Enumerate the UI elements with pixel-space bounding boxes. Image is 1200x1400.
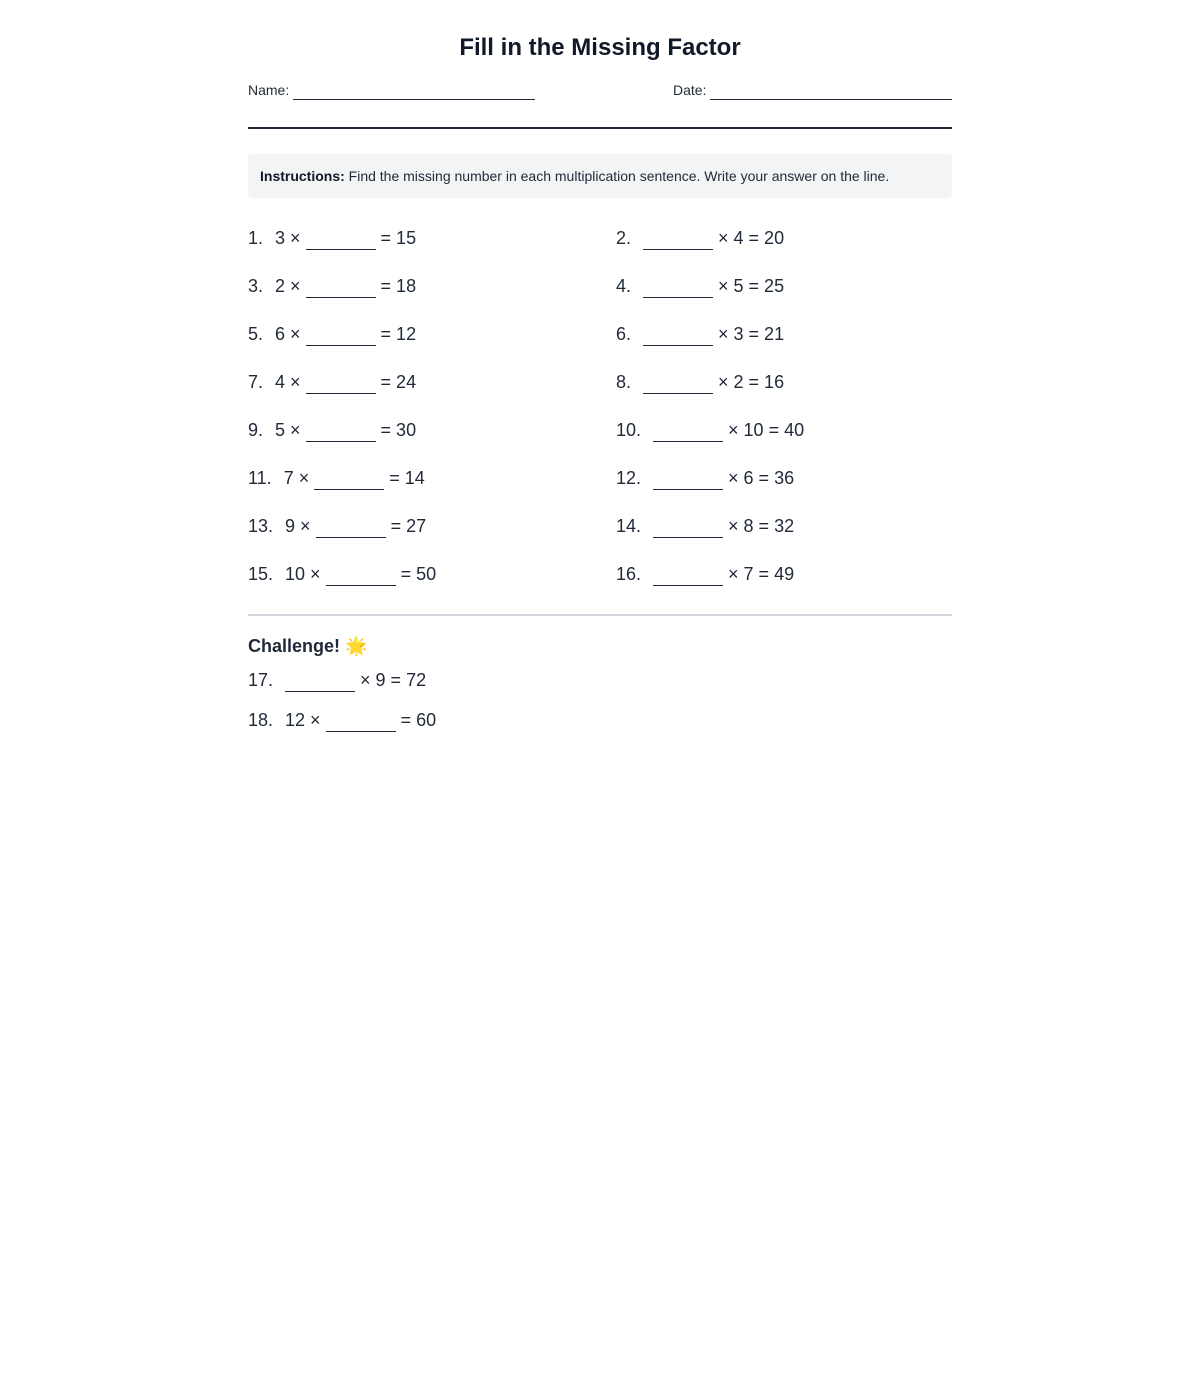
problem-number: 10. — [616, 419, 642, 440]
known-factor: 4 × — [275, 371, 301, 392]
equation-rest: × 6 = 36 — [728, 467, 795, 488]
problem-number: 13. — [248, 515, 274, 536]
equation-rest: × 7 = 49 — [728, 563, 795, 584]
equation-rest: = 18 — [380, 275, 417, 296]
equation-rest: × 10 = 40 — [728, 419, 805, 440]
problem-number: 18. — [248, 709, 274, 730]
problem-item — [616, 320, 952, 348]
problem-number: 3. — [248, 275, 264, 296]
known-factor: 5 × — [275, 419, 301, 440]
date-field — [673, 82, 952, 98]
answer-blank[interactable] — [306, 421, 376, 442]
problem-number: 16. — [616, 563, 642, 584]
answer-blank[interactable] — [326, 565, 396, 586]
answer-blank[interactable] — [285, 671, 355, 692]
answer-blank[interactable] — [306, 277, 376, 298]
problem-number: 12. — [616, 467, 642, 488]
problem-item — [248, 666, 952, 694]
header-fields — [248, 78, 952, 129]
problem-item — [248, 512, 616, 540]
answer-blank[interactable] — [314, 469, 384, 490]
page-title: Fill in the Missing Factor — [459, 34, 741, 61]
problem-number: 15. — [248, 563, 274, 584]
problem-number: 17. — [248, 669, 274, 690]
name-field — [248, 82, 535, 98]
equation-rest: × 2 = 16 — [718, 371, 785, 392]
instructions-text: Find the missing number in each multiplication sentence. Write your answer on the line. — [348, 168, 890, 184]
equation-rest: = 12 — [380, 323, 417, 344]
known-factor: 2 × — [275, 275, 301, 296]
problem-number: 2. — [616, 227, 632, 248]
problem-item — [616, 416, 952, 444]
answer-blank[interactable] — [316, 517, 386, 538]
problem-number: 5. — [248, 323, 264, 344]
challenge-list — [248, 666, 952, 746]
problem-item — [248, 320, 616, 348]
equation-rest: × 8 = 32 — [728, 515, 795, 536]
answer-blank[interactable] — [306, 373, 376, 394]
problem-number: 11. — [248, 467, 272, 488]
known-factor: 10 × — [285, 563, 321, 584]
known-factor: 7 × — [283, 467, 310, 488]
section-divider — [248, 614, 952, 616]
problem-item — [616, 272, 952, 300]
problem-item — [616, 368, 952, 396]
worksheet — [248, 0, 952, 746]
answer-blank[interactable] — [643, 373, 713, 394]
equation-rest: = 60 — [400, 709, 437, 730]
problem-item — [248, 560, 616, 588]
answer-blank[interactable] — [643, 277, 713, 298]
equation-rest: × 5 = 25 — [718, 275, 785, 296]
equation-rest: = 50 — [400, 563, 437, 584]
problem-number: 1. — [248, 227, 264, 248]
known-factor: 3 × — [275, 227, 301, 248]
problem-grid — [248, 224, 952, 608]
equation-rest: = 15 — [380, 227, 417, 248]
problem-number: 6. — [616, 323, 632, 344]
equation-rest: × 9 = 72 — [360, 669, 427, 690]
answer-blank[interactable] — [643, 325, 713, 346]
problem-number: 7. — [248, 371, 264, 392]
equation-rest: = 27 — [390, 515, 427, 536]
instructions-label: Instructions: — [260, 168, 345, 184]
problem-item — [248, 706, 952, 734]
date-line[interactable] — [710, 87, 952, 100]
name-label: Name: — [248, 82, 290, 98]
problem-item — [616, 560, 952, 588]
answer-blank[interactable] — [306, 229, 376, 250]
problem-number: 4. — [616, 275, 632, 296]
problem-item — [248, 272, 616, 300]
problem-item — [616, 512, 952, 540]
answer-blank[interactable] — [653, 517, 723, 538]
answer-blank[interactable] — [306, 325, 376, 346]
problem-number: 14. — [616, 515, 642, 536]
challenge-title: Challenge! 🌟 — [248, 636, 368, 656]
answer-blank[interactable] — [643, 229, 713, 250]
name-line[interactable] — [293, 87, 535, 100]
known-factor: 9 × — [285, 515, 311, 536]
answer-blank[interactable] — [326, 711, 396, 732]
equation-rest: = 14 — [389, 467, 425, 488]
known-factor: 6 × — [275, 323, 301, 344]
problem-item — [616, 464, 952, 492]
answer-blank[interactable] — [653, 469, 723, 490]
problem-item — [248, 464, 616, 492]
answer-blank[interactable] — [653, 565, 723, 586]
equation-rest: × 4 = 20 — [718, 227, 785, 248]
instructions-box — [248, 154, 952, 198]
problem-number: 8. — [616, 371, 632, 392]
problem-item — [248, 368, 616, 396]
problem-item — [248, 224, 616, 252]
known-factor: 12 × — [285, 709, 321, 730]
equation-rest: = 30 — [380, 419, 417, 440]
date-label: Date: — [673, 82, 707, 98]
equation-rest: = 24 — [380, 371, 417, 392]
problem-item — [248, 416, 616, 444]
problem-item — [616, 224, 952, 252]
answer-blank[interactable] — [653, 421, 723, 442]
problem-number: 9. — [248, 419, 264, 440]
equation-rest: × 3 = 21 — [718, 323, 785, 344]
